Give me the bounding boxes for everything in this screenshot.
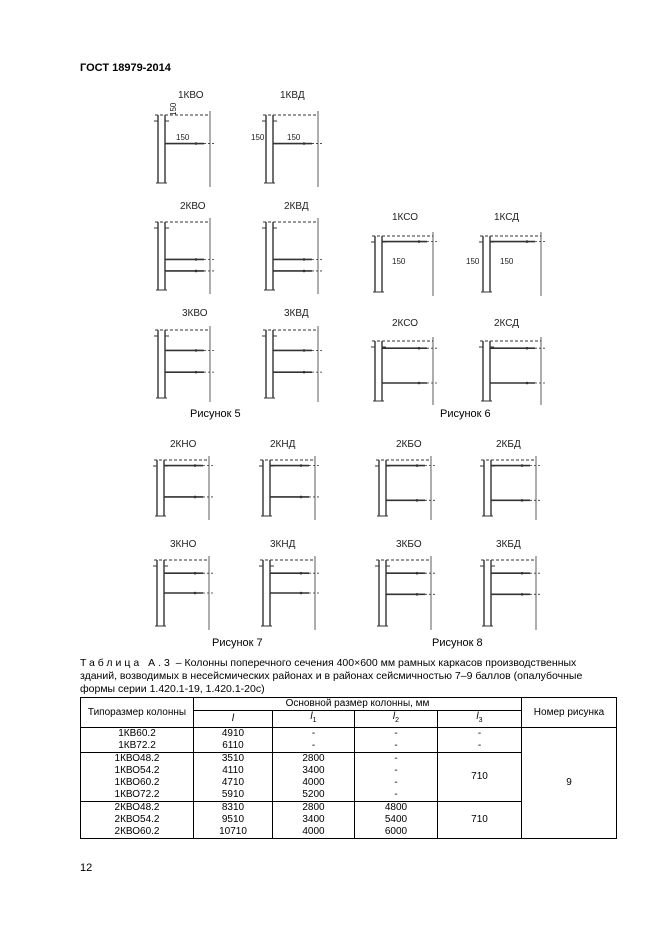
fig8-label-4: 3КБД [496,539,521,550]
cell-fig-number: 9 [522,728,617,839]
cell-type: 1КВО72.2 [81,789,194,802]
level-mark [416,572,419,575]
cell-type: 1КВО48.2 [81,753,194,766]
level-mark [195,349,198,352]
level-mark [521,572,524,575]
level-mark [300,496,303,499]
cell-l3: - [438,728,522,741]
level-mark [195,371,198,374]
level-mark [521,499,524,502]
fig6-label-3: 2КСО [392,318,419,329]
level-mark [194,572,197,575]
fig7-label-1: 2КНО [170,439,197,450]
document-header: ГОСТ 18979-2014 [80,62,171,74]
cell-l2: 4800 [355,802,438,815]
cell-l1: 3400 [273,814,355,826]
cell-l1: 2800 [273,753,355,766]
level-mark [194,464,197,467]
level-mark [194,496,197,499]
cell-l3: 710 [438,753,522,802]
level-mark [300,572,303,575]
cell-type: 1КВ60.2 [81,728,194,741]
level-mark [416,593,419,596]
cell-l: 4910 [194,728,273,741]
fig5-dim-3: 150 [287,133,301,142]
level-mark [300,464,303,467]
cell-type: 1КВО54.2 [81,765,194,777]
fig6-caption: Рисунок 6 [440,408,491,420]
cell-l1: 5200 [273,789,355,802]
fig7-caption: Рисунок 7 [212,637,263,649]
cell-l: 9510 [194,814,273,826]
columns-table [80,697,617,839]
cell-l2: 5400 [355,814,438,826]
level-mark [526,382,529,385]
level-mark [303,349,306,352]
level-mark [521,593,524,596]
cell-type: 1КВ72.2 [81,740,194,753]
fig6-dim-3: 150 [500,257,514,266]
fig8-caption: Рисунок 8 [432,637,483,649]
cell-l2: - [355,789,438,802]
level-mark [418,347,421,350]
fig8-label-1: 2КБО [396,439,422,450]
page-number: 12 [80,862,93,874]
level-mark [416,499,419,502]
cell-l2: - [355,753,438,766]
fig5-dim-2: 150 [251,133,265,142]
table-caption-text: – Колонны поперечного сечения 400×600 мм рамных каркасов производственных зданий, возводимых в несейсмических районах и в районах сейсмичностью 7–9 баллов (опалубочные формы серии 1.420.1-19, 1.420.1-20с) [80,657,583,695]
level-mark [303,142,306,145]
cell-type: 2КВО60.2 [81,826,194,839]
cell-l1: 4000 [273,826,355,839]
level-mark [303,258,306,261]
header-l3: $l_3$ [438,711,522,728]
cell-l: 3510 [194,753,273,766]
level-mark [303,270,306,273]
cell-l2: - [355,740,438,753]
fig5-label-1: 1КВО [178,90,204,101]
fig8-label-2: 2КБД [496,439,521,450]
cell-l: 4710 [194,777,273,789]
level-mark [194,592,197,595]
cell-l: 8310 [194,802,273,815]
cell-l: 5910 [194,789,273,802]
fig6-label-2: 1КСД [494,212,520,223]
cell-l1: 3400 [273,765,355,777]
cell-l3: 710 [438,802,522,839]
cell-l: 10710 [194,826,273,839]
level-mark [418,240,421,243]
table-row [81,728,617,741]
level-mark [418,382,421,385]
fig7-label-3: 3КНО [170,539,197,550]
fig8-label-3: 3КБО [396,539,422,550]
cell-l1: - [273,728,355,741]
level-mark [303,371,306,374]
header-type: Типоразмер колонны [81,698,194,728]
cell-l2: - [355,728,438,741]
cell-l3: - [438,740,522,753]
level-mark [526,240,529,243]
level-mark [416,464,419,467]
level-mark [195,142,198,145]
header-l2: $l_2$ [355,711,438,728]
header-l: l [194,711,273,728]
fig5-label-4: 2КВД [284,201,309,212]
fig5-label-2: 1КВД [280,90,305,101]
header-l1: $l_1$ [273,711,355,728]
cell-type: 2КВО54.2 [81,814,194,826]
cell-l1: 2800 [273,802,355,815]
cell-l: 6110 [194,740,273,753]
cell-l2: 6000 [355,826,438,839]
table-caption [80,657,616,696]
fig5-dim-4: 150 [169,102,178,116]
fig5-caption: Рисунок 5 [190,408,241,420]
fig6-dim-2: 150 [466,257,480,266]
fig5-dim-1: 150 [176,133,190,142]
level-mark [300,592,303,595]
fig5-label-6: 3КВД [284,308,309,319]
cell-l1: - [273,740,355,753]
fig6-dim-1: 150 [392,257,406,266]
level-mark [195,270,198,273]
level-mark [526,347,529,350]
cell-type: 1КВО60.2 [81,777,194,789]
fig5-label-5: 3КВО [182,308,208,319]
fig7-label-4: 3КНД [270,539,296,550]
cell-l1: 4000 [273,777,355,789]
level-mark [521,464,524,467]
cell-type: 2КВО48.2 [81,802,194,815]
level-mark [195,258,198,261]
cell-l2: - [355,765,438,777]
cell-l: 4110 [194,765,273,777]
fig5-label-3: 2КВО [180,201,206,212]
fig7-label-2: 2КНД [270,439,296,450]
cell-l2: - [355,777,438,789]
fig6-label-4: 2КСД [494,318,520,329]
table-caption-label: Таблица А.3 [80,657,173,669]
header-fig-number: Номер рисунка [522,698,617,728]
header-main-size: Основной размер колонны, мм [194,698,522,711]
fig6-label-1: 1КСО [392,212,419,223]
